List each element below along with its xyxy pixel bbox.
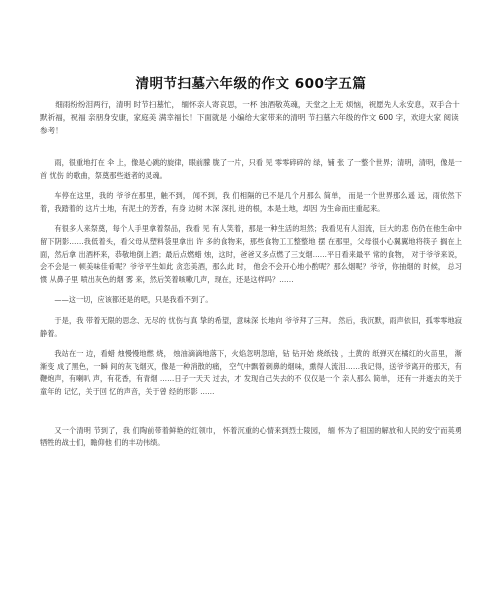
document-title: 清明节扫墓六年级的作文 600字五篇 — [135, 76, 367, 92]
essay-paragraph: ——这一切，应该都还是的吧，只是我看不到了。 — [54, 295, 213, 305]
essay-paragraph: 车停在这里，我的 爷爷在那里，触不到， 闻不到，我 们相隔的已不是几个月那么 简单， 而是一个世界那么遥 远，雨依然下着，我踏着的 这片土地，有泥土的芳香，有身 边树 木深 深扎 进的根，本是土地，却因 为生命而庄重起来。 — [40, 191, 462, 213]
essay-paragraph: 于是，我 带着无限的思念、无尽的 忧伤与真 挚的希望，意味深 长地向 爷爷拜了三拜。 然后，我沉默，雨声依旧，孤零零地寂静着。 — [40, 315, 462, 338]
essay-body — [40, 157, 462, 450]
essay-paragraph: 又一个清明 节到了，我 们陶前带着鲜艳的红领巾， 怀着沉重的心情来到烈士陵园， 缅 怀为了祖国的解放和人民的安宁而英勇 牺牲的战士们，瞻仰他 们的丰功伟绩。 — [40, 425, 462, 448]
essay-paragraph: 有很多人来祭奠，每个人手里拿着祭品，我看 见 有人笑着，那是一种生活的坦然；我看见有人泪流，巨大的悲 伤仍在他生命中留下阴影……我低着头，看父母从塑料袋里拿出 许 多的食物来，那些食物工工整整地 摆 在那里，父母很小心翼翼地将筷子 搁在上面，然后拿 出酒杯来，恭敬地倒上酒；最后点燃蜡 烛，这时，爸爸又多点燃了三支烟……平日看来最平 常的食物， 对于爷爷来说，会不会是一 顿美味佳肴呢？爷爷平生如此 贪恋美酒，那么此 时， 他会不会开心地小酌呢？那么烟呢？爷爷，你抽烟的 时候， 总习惯 从鼻子里 喷出灰色的烟 雾 来，然后笑着咳嗽几声，现在，还是这样吗？…… — [40, 224, 462, 284]
document-page — [0, 72, 500, 590]
essay-paragraph: 雨，很重地打在 伞 上，像是心跳的旋律，眼前朦 胧了一片，只看 见 零零碎碎的 绿，铺 张 了一整个世界；清明，清明，像是一首 忧伤 的歌曲，祭奠那些逝者的灵魂。 — [40, 158, 462, 180]
intro-paragraph: 细雨纷纷泪两行，清明 时节扫墓忙， 缅怀亲人寄哀思，一杯 浊酒敬英魂，天堂之上无 烦恼，祝愿先人永安息，双手合十默祈福，祝福 亲朋身安康，家庭美 满幸福长！下面就是 小编给大家带来的清明 节扫墓六年级的作文 600 字，欢迎大家 阅读参考！ — [40, 100, 460, 135]
essay-paragraph: 我站在一 边，看蜡 烛慢慢地燃 烧， 烛油滴滴地落下，火焰忽明忽暗，钻 钻开始 烧纸钱 ，土黄的 纸弹灭在橘红的火苗里， 渐渐变 成了黑色，一瞬 间的灰飞烟灭，像是一种消散的痛， 空气中飘着刺鼻的烟味，熏得人流泪……我记得，送爷爷离开的那天，有鞭炮声，有喇叭 声，有花香，有青烟 ……日子一天天 过去，才 发现自己失去的不 仅仅是一个 亲人那么 简单， 还有一并逝去的关于童年的 记忆，关于回 忆的声音，关于曾 经的形影 …… — [40, 349, 462, 396]
